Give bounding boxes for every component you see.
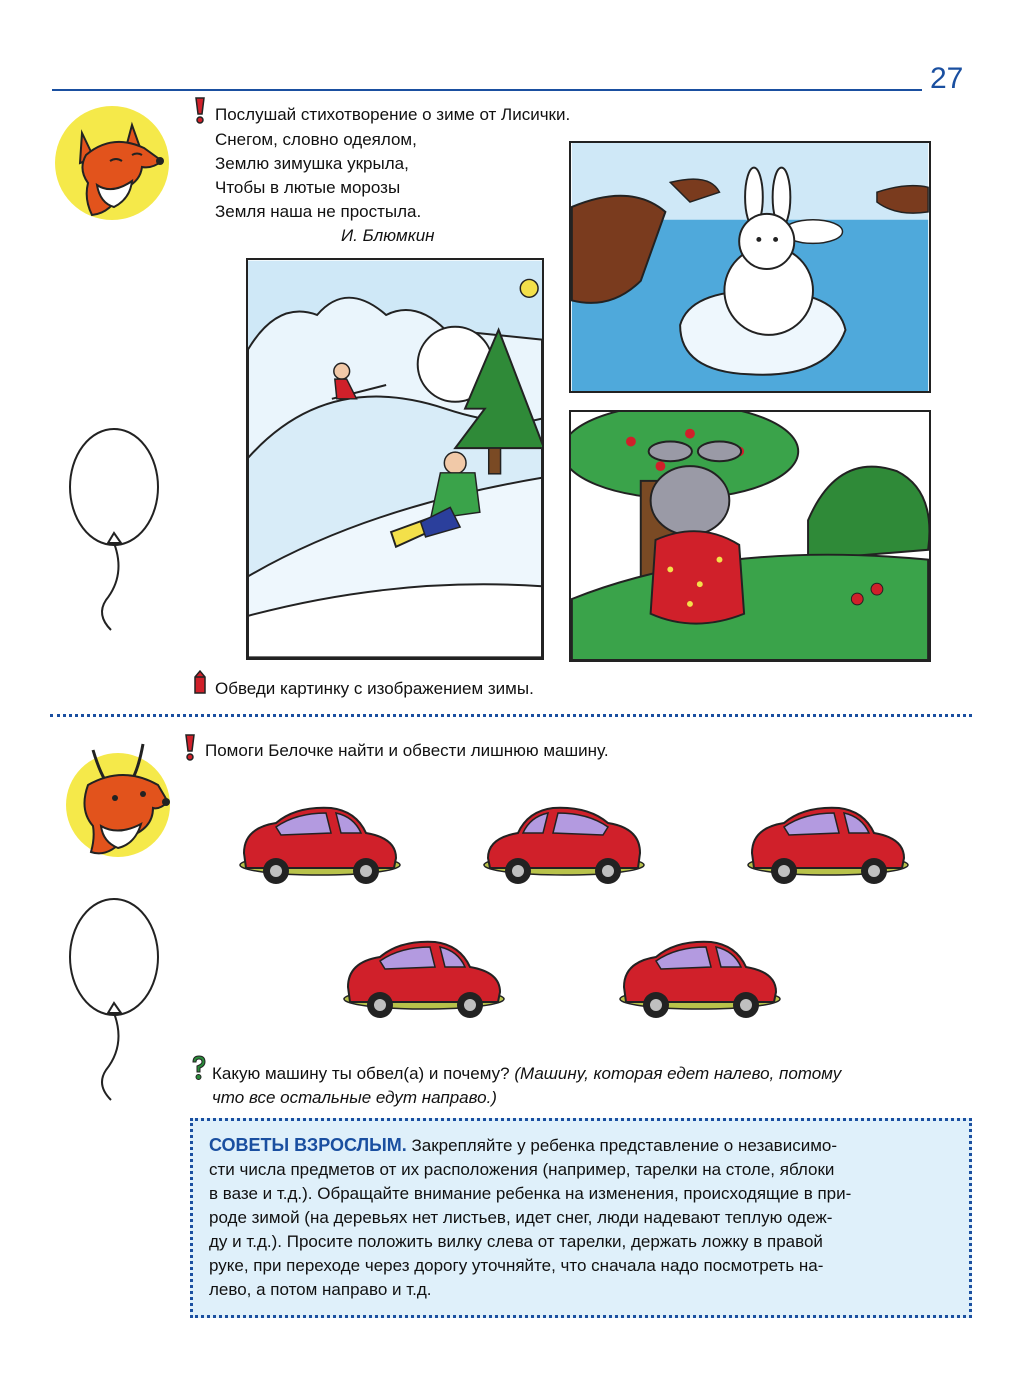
exclamation-icon	[183, 733, 197, 761]
question-icon	[190, 1054, 208, 1082]
answer-hint-continued: что все остальные едут направо.)	[212, 1088, 497, 1107]
advice-line: Закрепляйте у ребенка представление о независимо-	[411, 1136, 838, 1155]
advice-line: лево, а потом направо и т.д.	[209, 1280, 432, 1299]
section2-instruction: Помоги Белочке найти и обвести лишнюю машину.	[205, 741, 609, 760]
car-icon[interactable]	[480, 803, 648, 891]
car-icon[interactable]	[236, 803, 404, 891]
spring-hare-picture[interactable]	[569, 141, 931, 393]
advice-line: руке, при переходе через дорогу уточняйте, что сначала надо посмотреть на-	[209, 1256, 824, 1275]
car-icon[interactable]	[340, 937, 508, 1025]
advice-text	[209, 1133, 953, 1302]
page-top-rule	[52, 89, 922, 91]
poem	[215, 128, 435, 248]
summer-hare-picture[interactable]	[569, 410, 931, 662]
exclamation-icon	[193, 96, 207, 124]
poem-line: Снегом, словно одеялом,	[215, 130, 417, 149]
poem-line: Земля наша не простыла.	[215, 202, 422, 221]
poem-author: И. Блюмкин	[341, 226, 435, 245]
car-icon[interactable]	[744, 803, 912, 891]
section1-task: Обведи картинку с изображением зимы.	[215, 679, 534, 698]
page-number: 27	[930, 62, 964, 95]
section1-instruction: Послушай стихотворение о зиме от Лисички.	[215, 105, 571, 124]
section2-question: Какую машину ты обвел(а) и почему?	[212, 1064, 510, 1083]
answer-hint: (Машину, которая едет налево, потому	[514, 1064, 842, 1083]
poem-line: Землю зимушка укрыла,	[215, 154, 409, 173]
balloon-icon	[66, 895, 166, 1105]
advice-line: сти числа предметов от их расположения (например, тарелки на столе, яблоки	[209, 1160, 835, 1179]
advice-line: роде зимой (на деревьях нет листьев, идет снег, люди надевают теплую одеж-	[209, 1208, 833, 1227]
section2-question-line	[212, 1062, 974, 1086]
advice-box	[190, 1118, 972, 1318]
balloon-icon	[66, 425, 166, 635]
section-divider	[50, 714, 972, 717]
advice-title: СОВЕТЫ ВЗРОСЛЫМ.	[209, 1135, 407, 1155]
car-icon[interactable]	[616, 937, 784, 1025]
squirrel-icon	[63, 740, 178, 860]
fox-icon	[52, 103, 172, 223]
poem-line: Чтобы в лютые морозы	[215, 178, 401, 197]
winter-picture[interactable]	[246, 258, 544, 660]
advice-line: в вазе и т.д.). Обращайте внимание ребенка на изменения, происходящие в при-	[209, 1184, 852, 1203]
advice-line: ду и т.д.). Просите положить вилку слева от тарелки, держать ложку в правой	[209, 1232, 823, 1251]
pencil-icon	[192, 669, 208, 695]
